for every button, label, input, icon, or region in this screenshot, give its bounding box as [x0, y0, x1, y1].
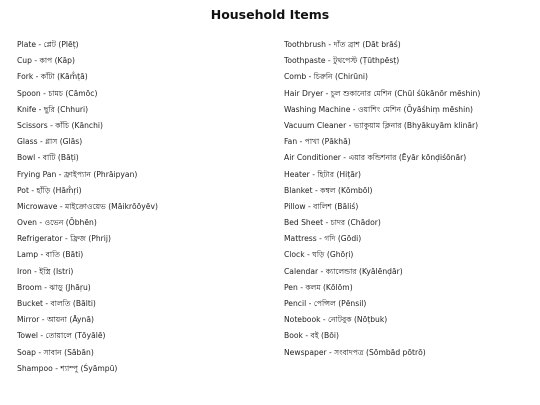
list-item: Scissors - কাঁচি (Kānchi): [17, 120, 103, 130]
list-item: Shampoo - শ্যাম্পু (Śyāmpū): [17, 363, 118, 373]
list-item: Heater - হিটার (Hiṭār): [284, 169, 361, 179]
list-item: Air Conditioner - এয়ার কন্ডিশনার (Ēyār kōnḍiśōnār): [284, 153, 467, 163]
list-item: Microwave - মাইক্রোওয়েভ (Māikrōōyēv): [17, 201, 158, 211]
list-item: Soap - সাবান (Sābān): [17, 347, 94, 357]
list-item: Frying Pan - ফ্রাইপ্যান (Phrāipyan): [17, 169, 138, 179]
list-item: Towel - তোয়ালে (Tōyālē): [17, 331, 106, 341]
list-item: Bucket - বালতি (Bālti): [17, 299, 96, 308]
list-item: Book - বই (Bōi): [284, 331, 339, 341]
list-item: Bowl - বাটি (Bāṭi): [17, 153, 79, 163]
item-list-left: [17, 37, 272, 377]
list-item: Plate - প্লেট (Plēṭ): [17, 40, 79, 49]
list-item: Mattress - গদি (Gōdi): [284, 234, 362, 244]
list-item: Newspaper - সংবাদপত্র (Sōmbād pōtrō): [284, 347, 426, 357]
list-item: Toothpaste - টুথপেস্ট (Ṭūthpēsṭ): [284, 56, 400, 66]
list-item: Hair Dryer - চুল শুকানোর মেশিন (Chūl śūkānōr mēshin): [284, 88, 481, 98]
list-item: Clock - ঘড়ি (Ghōṛi): [284, 250, 354, 260]
list-item: Knife - ছুরি (Chhuri): [17, 104, 89, 114]
list-item: Lamp - বাতি (Bāti): [17, 250, 84, 260]
list-item: Bed Sheet - চাদর (Chādor): [284, 218, 381, 228]
list-item: Broom - ঝাড়ু (Jhāṛu): [17, 282, 91, 292]
list-item: Spoon - চামচ (Cāmōc): [17, 88, 98, 98]
list-item: Pillow - বালিশ (Bāliś): [284, 201, 359, 211]
list-item: Iron - ইস্ত্রি (Istri): [17, 266, 74, 276]
list-item: Washing Machine - ওয়াশিং মেশিন (Ōyāśhiṃ mēshin): [284, 104, 473, 114]
list-item: Glass - গ্লাস (Glās): [17, 137, 83, 147]
list-item: Fork - কাঁটা (Kām̐ṭā): [17, 72, 88, 82]
list-item: Pot - হাঁড়ি (Hām̐ṛi): [17, 185, 82, 195]
list-item: Toothbrush - দাঁত ব্রাশ (Dāt brāś): [284, 40, 401, 49]
list-item: Blanket - কম্বল (Kōmbōl): [284, 185, 373, 195]
list-item: Notebook - নোটবুক (Nōṭbuk): [284, 315, 388, 325]
list-item: Pencil - পেন্সিল (Pēnsil): [284, 299, 367, 308]
list-item: Pen - কলম (Kōlōm): [284, 282, 353, 292]
list-item: Vacuum Cleaner - ভ্যাকুয়াম ক্লিনার (Bhyākuyām klinār): [284, 120, 479, 130]
list-item: Fan - পাখা (Pākhā): [284, 137, 351, 147]
list-item: Cup - কাপ (Kāp): [17, 56, 75, 66]
list-item: Calendar - ক্যালেন্ডার (Kyālēnḍār): [284, 266, 403, 276]
list-item: Refrigerator - ফ্রিজ (Phrij): [17, 234, 111, 244]
page-title: Household Items: [210, 7, 330, 22]
list-item: Oven - ওভেন (Ōbhēn): [17, 218, 97, 228]
list-item: Mirror - আয়না (Āynā): [17, 315, 94, 325]
item-list-right: [284, 37, 534, 361]
list-item: Comb - চিরুনি (Chirūni): [284, 72, 368, 82]
